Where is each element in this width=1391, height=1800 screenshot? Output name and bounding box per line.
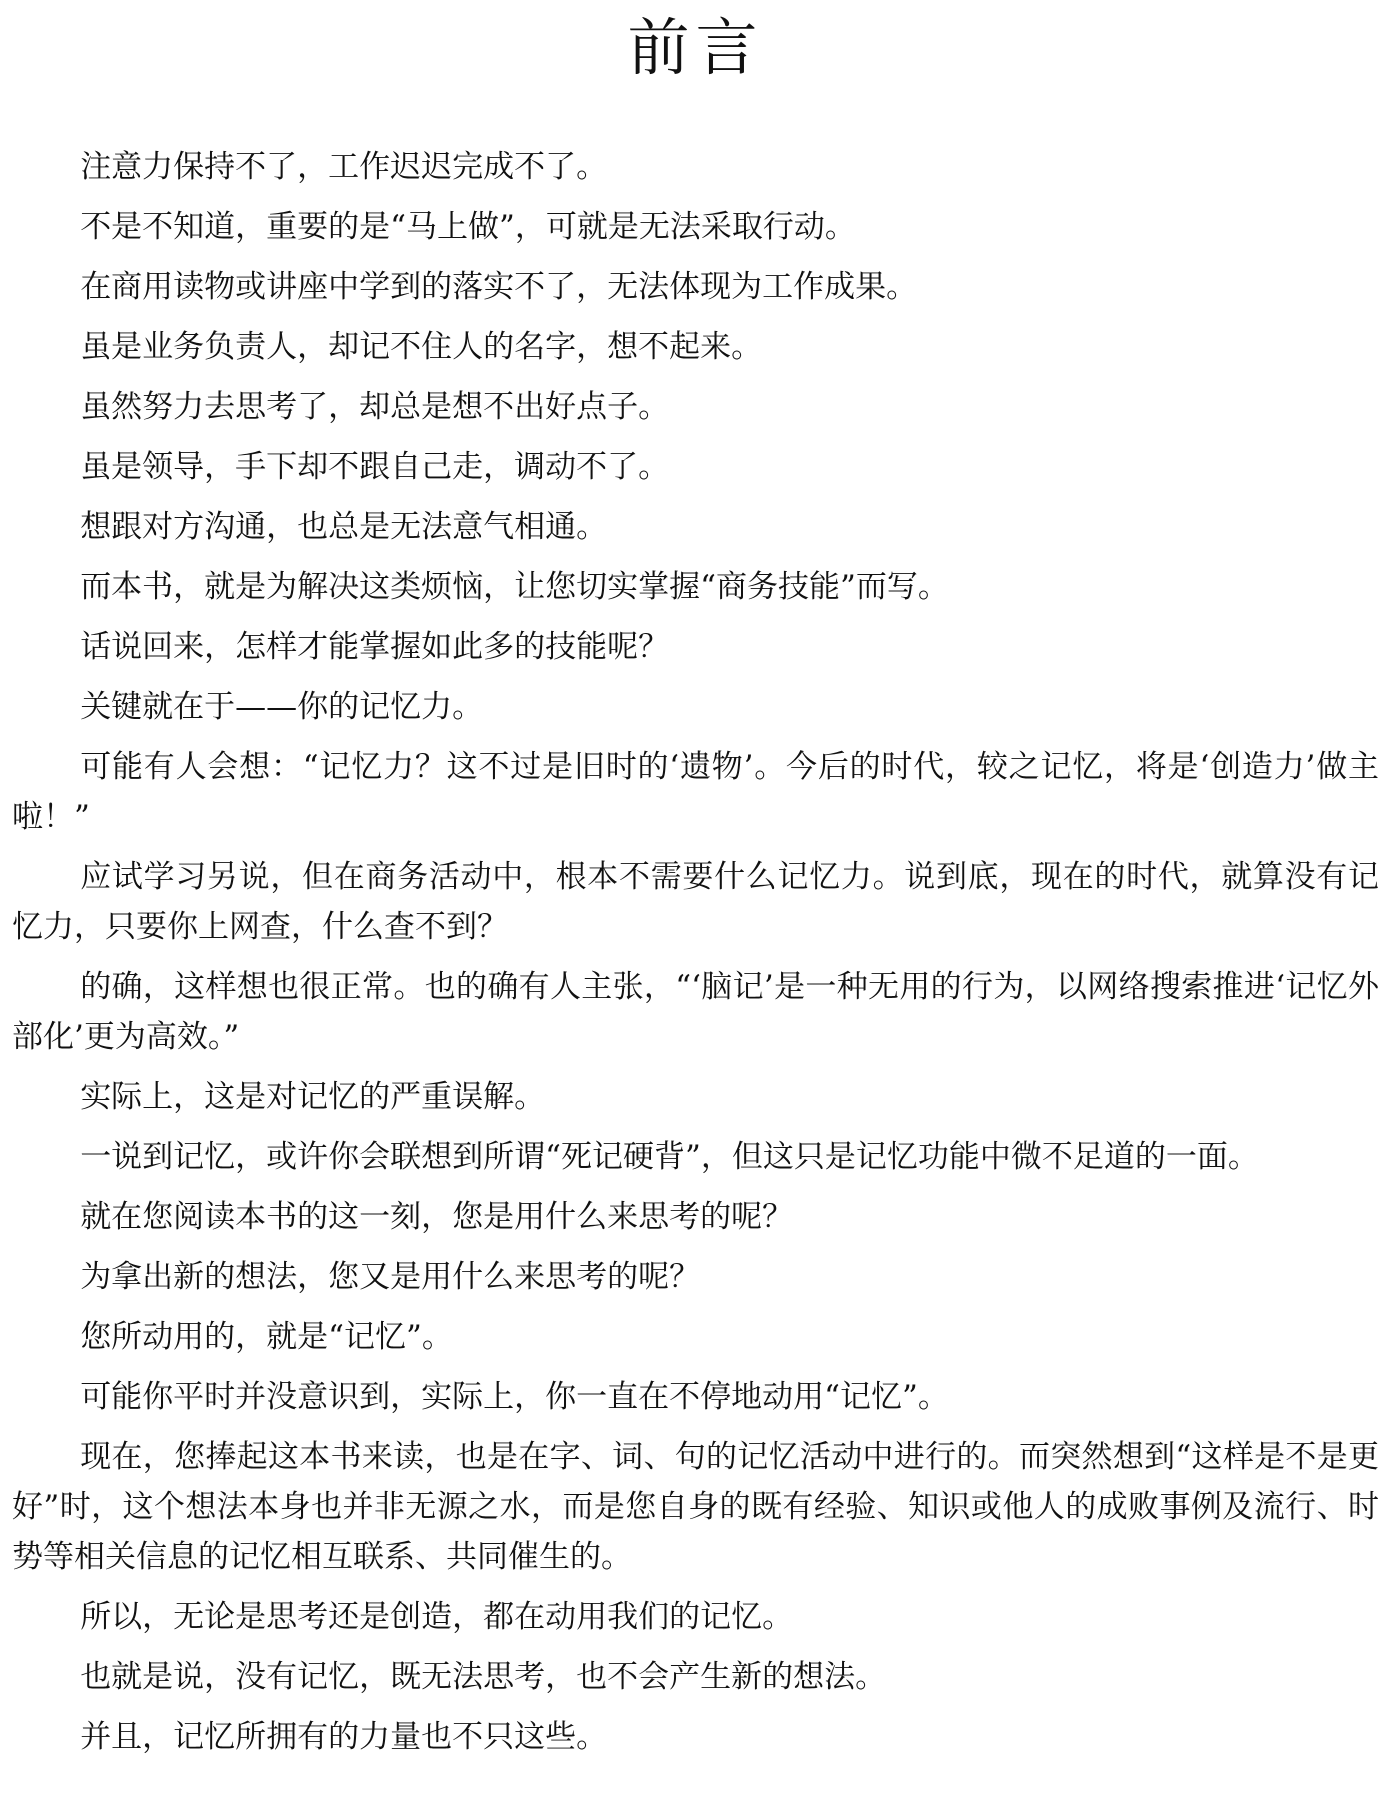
- paragraph: 可能有人会想：“记忆力？这不过是旧时的‘遗物’。今后的时代，较之记忆，将是‘创造力’做主啦！”: [12, 749, 1379, 835]
- paragraph: 为拿出新的想法，您又是用什么来思考的呢？: [80, 1259, 701, 1295]
- paragraph: 不是不知道，重要的是“马上做”，可就是无法采取行动。: [80, 209, 856, 245]
- paragraph: 而本书，就是为解决这类烦恼，让您切实掌握“商务技能”而写。: [80, 569, 949, 605]
- body-text: [12, 142, 1379, 1772]
- paragraph: 一说到记忆，或许你会联想到所谓“死记硬背”，但这只是记忆功能中微不足道的一面。: [80, 1139, 1259, 1175]
- paragraph: 就在您阅读本书的这一刻，您是用什么来思考的呢？: [80, 1199, 794, 1235]
- paragraph: 您所动用的，就是“记忆”。: [80, 1319, 453, 1355]
- paragraph: 也就是说，没有记忆，既无法思考，也不会产生新的想法。: [80, 1659, 887, 1695]
- paragraph: 的确，这样想也很正常。也的确有人主张，“‘脑记’是一种无用的行为，以网络搜索推进‘记忆外部化’更为高效。”: [12, 969, 1379, 1055]
- paragraph: 可能你平时并没意识到，实际上，你一直在不停地动用“记忆”。: [80, 1379, 949, 1415]
- paragraph: 虽是领导，手下却不跟自己走，调动不了。: [80, 449, 670, 485]
- paragraph: 现在，您捧起这本书来读，也是在字、词、句的记忆活动中进行的。而突然想到“这样是不是更好”时，这个想法本身也并非无源之水，而是您自身的既有经验、知识或他人的成败事例及流行、时势等相关信息的记忆相互联系、共同催生的。: [12, 1439, 1380, 1575]
- paragraph: 应试学习另说，但在商务活动中，根本不需要什么记忆力。说到底，现在的时代，就算没有记忆力，只要你上网查，什么查不到？: [12, 859, 1379, 945]
- paragraph: 想跟对方沟通，也总是无法意气相通。: [80, 509, 608, 545]
- paragraph: 虽是业务负责人，却记不住人的名字，想不起来。: [80, 329, 763, 365]
- paragraph: 并且，记忆所拥有的力量也不只这些。: [80, 1719, 608, 1755]
- paragraph: 话说回来，怎样才能掌握如此多的技能呢？: [80, 629, 670, 665]
- paragraph: 所以，无论是思考还是创造，都在动用我们的记忆。: [80, 1599, 794, 1635]
- paragraph: 实际上，这是对记忆的严重误解。: [80, 1079, 546, 1115]
- paragraph: 注意力保持不了，工作迟迟完成不了。: [80, 149, 608, 185]
- paragraph: 虽然努力去思考了，却总是想不出好点子。: [80, 389, 670, 425]
- paragraph: 在商用读物或讲座中学到的落实不了，无法体现为工作成果。: [80, 269, 918, 305]
- paragraph: 关键就在于——你的记忆力。: [80, 689, 484, 725]
- page-title: 前言: [627, 11, 764, 84]
